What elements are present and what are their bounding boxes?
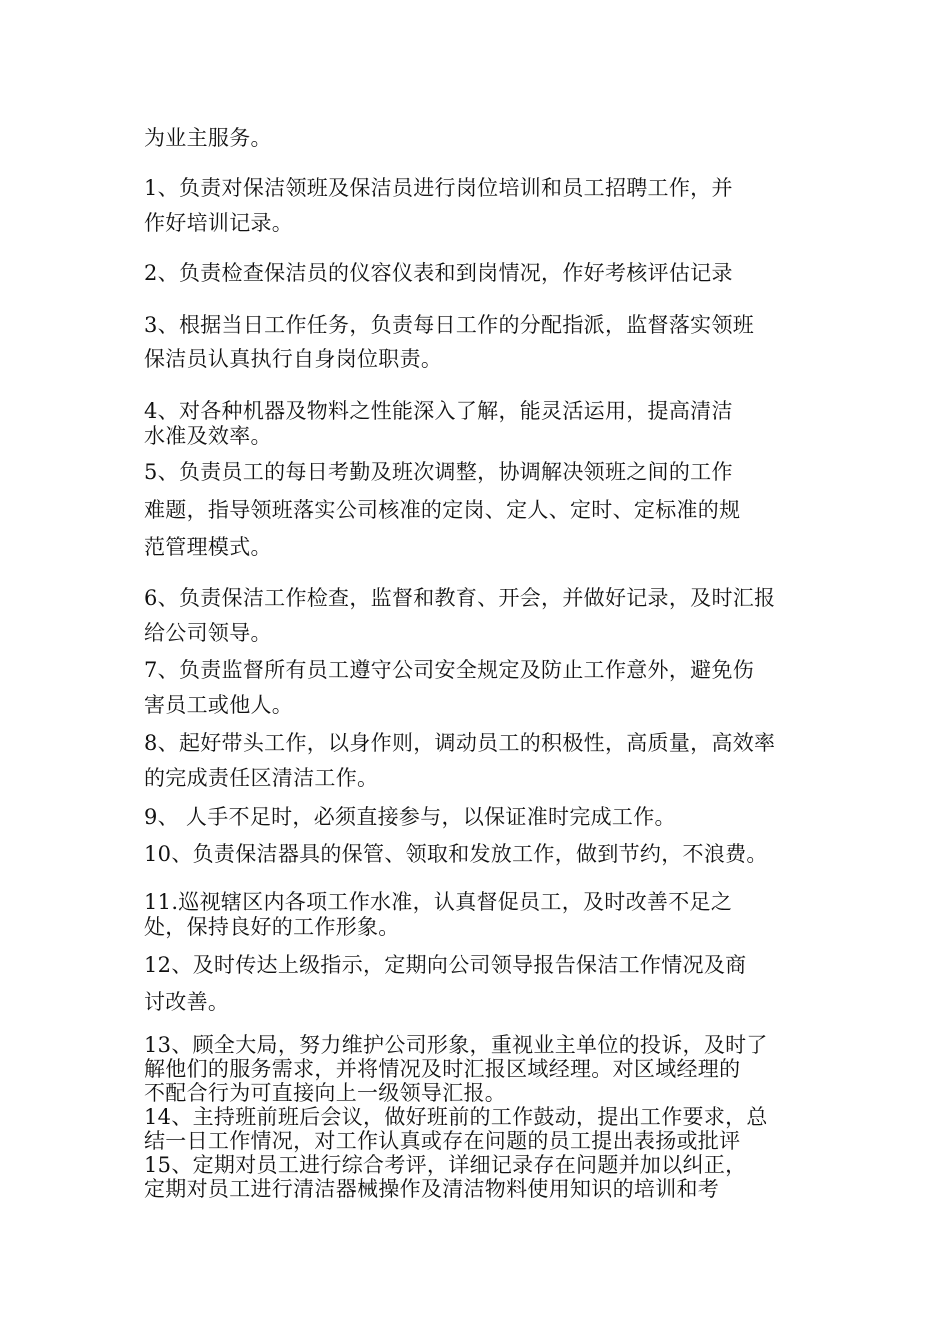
text-line: 为业主服务。 [144, 126, 272, 150]
text-line: 的完成责任区清洁工作。 [144, 766, 379, 790]
text-line: 11.巡视辖区内各项工作水准，认真督促员工，及时改善不足之 [144, 890, 733, 914]
text-line: 12、及时传达上级指示，定期向公司领导报告保洁工作情况及商 [144, 953, 747, 977]
text-line: 2、负责检查保洁员的仪容仪表和到岗情况，作好考核评估记录 [144, 261, 733, 285]
text-line: 3、根据当日工作任务，负责每日工作的分配指派，监督落实领班 [144, 313, 755, 337]
text-line: 定期对员工进行清洁器械操作及清洁物料使用知识的培训和考 [144, 1177, 720, 1201]
text-line: 解他们的服务需求，并将情况及时汇报区域经理。对区域经理的 [144, 1057, 741, 1081]
text-line: 8、起好带头工作，以身作则，调动员工的积极性，高质量，高效率 [144, 731, 776, 755]
text-line: 1、负责对保洁领班及保洁员进行岗位培训和员工招聘工作，并 [144, 176, 733, 200]
text-line: 难题，指导领班落实公司核准的定岗、定人、定时、定标准的规 [144, 498, 741, 522]
text-line: 15、定期对员工进行综合考评，详细记录存在问题并加以纠正， [144, 1153, 747, 1177]
text-line: 6、负责保洁工作检查，监督和教育、开会，并做好记录，及时汇报 [144, 586, 776, 610]
text-line: 害员工或他人。 [144, 693, 294, 717]
text-line: 给公司领导。 [144, 621, 272, 645]
text-line: 水准及效率。 [144, 424, 272, 448]
text-line: 5、负责员工的每日考勤及班次调整，协调解决领班之间的工作 [144, 460, 733, 484]
text-line: 4、对各种机器及物料之性能深入了解，能灵活运用，提高清洁 [144, 399, 733, 423]
text-line: 作好培训记录。 [144, 211, 294, 235]
text-line: 处，保持良好的工作形象。 [144, 915, 400, 939]
text-line: 10、负责保洁器具的保管、领取和发放工作，做到节约，不浪费。 [144, 842, 768, 866]
text-line: 14、主持班前班后会议，做好班前的工作鼓动，提出工作要求，总 [144, 1105, 768, 1129]
text-line: 7、负责监督所有员工遵守公司安全规定及防止工作意外，避免伤 [144, 658, 755, 682]
text-line: 范管理模式。 [144, 535, 272, 559]
text-line: 不配合行为可直接向上一级领导汇报。 [144, 1081, 507, 1105]
text-line: 13、顾全大局，努力维护公司形象，重视业主单位的投诉，及时了 [144, 1033, 768, 1057]
text-line: 保洁员认真执行自身岗位职责。 [144, 347, 443, 371]
text-line: 结一日工作情况，对工作认真或存在问题的员工提出表扬或批评 [144, 1129, 741, 1153]
text-line: 9、 人手不足时，必须直接参与，以保证准时完成工作。 [144, 805, 676, 829]
text-line: 讨改善。 [144, 990, 230, 1014]
